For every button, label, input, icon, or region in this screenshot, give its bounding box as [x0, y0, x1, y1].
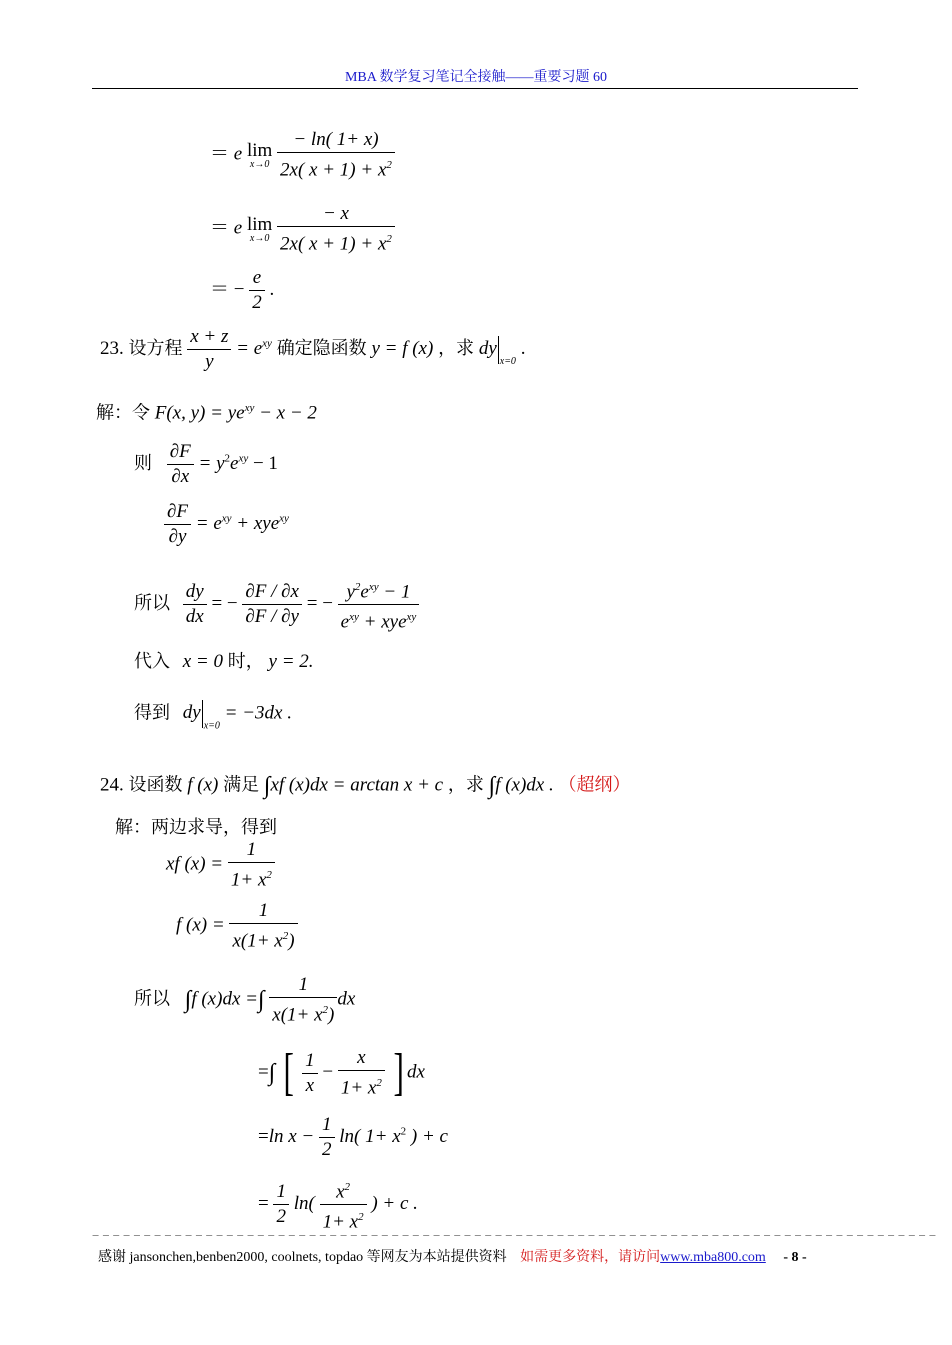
exponent: 2	[376, 1077, 382, 1089]
rhs: e	[230, 452, 239, 474]
footer-dashed-line: −−−−−−−−−−−−−−−−−−−−−−−−−−−−−−−−−−−−−−−−−−−−−−−−−−−−−−−−−−−−−−−−−−−−−−−−−−−−−−−−−−	[92, 1228, 940, 1243]
denominator: 2	[252, 292, 262, 313]
limit-result	[210, 266, 274, 315]
rhs: = y	[198, 452, 225, 474]
right-bracket: ]	[393, 1044, 404, 1102]
fraction	[242, 580, 302, 629]
fraction	[164, 500, 191, 549]
fraction	[338, 575, 420, 635]
left-bracket: [	[283, 1044, 294, 1102]
so-label: 所以	[134, 593, 170, 615]
denominator: ∂x	[171, 466, 190, 487]
period: .	[269, 278, 275, 300]
denominator-text: 1+ x	[230, 869, 267, 891]
numerator	[338, 575, 420, 605]
denominator-text: x(1+ x	[232, 930, 283, 952]
exponent: 2	[282, 930, 289, 942]
denominator: ∂y	[168, 526, 187, 547]
exponent: 2	[344, 1181, 351, 1193]
derivative-result	[134, 575, 419, 635]
denominator: dx	[185, 606, 204, 628]
lhs: f (x) =	[176, 914, 225, 936]
equals-minus: = −	[306, 593, 333, 615]
target-integral: f (x)dx .	[495, 774, 554, 796]
exponent: xy	[406, 611, 417, 624]
fraction	[319, 1113, 335, 1162]
evaluation-bar	[202, 700, 203, 728]
question-text-2: 满足	[223, 774, 260, 796]
denominator-close: )	[328, 1004, 335, 1026]
denominator-text: 2x( x + 1) + x	[280, 159, 387, 181]
integral-sign: ∫	[268, 1060, 276, 1087]
numerator-part: y	[346, 581, 355, 603]
numerator: ∂F	[164, 500, 191, 525]
numerator: ∂F	[167, 440, 194, 465]
exponent: xy	[368, 581, 379, 593]
rhs: + xye	[231, 512, 280, 534]
minus-sign: −	[322, 1061, 334, 1083]
numerator: − x	[277, 202, 395, 227]
question-text: 设方程	[128, 337, 183, 359]
limit-step-2	[210, 202, 395, 256]
lim-subscript: x→0	[249, 232, 270, 244]
derivative-line-2	[176, 899, 298, 953]
equals-sign: =	[258, 1061, 269, 1083]
lim-label: lim	[246, 213, 273, 235]
denominator-text: 2x( x + 1) + x	[280, 233, 387, 255]
differential: dy	[478, 337, 497, 359]
question-number: 24.	[100, 774, 124, 796]
given-equation: xf (x)dx = arctan x + c	[270, 774, 444, 796]
fraction	[277, 202, 395, 256]
header-divider	[92, 88, 858, 89]
exponent: 2	[400, 1125, 407, 1138]
result-label: 得到	[134, 702, 170, 724]
out-of-scope-tag: （超纲）	[558, 774, 631, 796]
denominator	[338, 1071, 385, 1100]
denominator: y	[205, 351, 214, 372]
rhs: = e	[236, 337, 263, 359]
fraction	[228, 838, 275, 892]
fraction	[338, 1046, 385, 1100]
question-text: 设函数	[128, 774, 183, 796]
constant-e: e	[233, 217, 243, 239]
footer-more-info: 如需更多资料，请访问	[520, 1250, 661, 1265]
denominator-text: x(1+ x	[272, 1004, 323, 1026]
numerator: 1	[229, 899, 297, 924]
limit-operator	[247, 141, 272, 170]
numerator: 1	[302, 1049, 318, 1074]
lhs: xf (x) =	[166, 853, 224, 875]
solution-label: 解：两边求导，得到	[115, 817, 277, 838]
exponent: 2	[266, 869, 272, 881]
numerator: − ln( 1+ x)	[277, 128, 395, 153]
fraction	[183, 580, 207, 629]
denominator	[269, 998, 337, 1027]
page-header-title: MBA 数学复习笔记全接触——重要习题 60	[344, 70, 608, 85]
numerator: 1	[273, 1180, 289, 1205]
integral-sign: ∫	[184, 987, 192, 1014]
period: .	[520, 337, 526, 359]
integral-line-1	[134, 973, 355, 1027]
when-label: 时，	[227, 651, 264, 672]
equals-sign: =	[258, 1125, 269, 1147]
footer	[98, 1246, 807, 1266]
exponent: xy	[279, 512, 289, 525]
denominator: ∂F / ∂y	[245, 606, 299, 628]
partial-fy	[164, 500, 289, 549]
numerator: e	[249, 266, 265, 291]
page-number: - 8 -	[783, 1250, 807, 1265]
exponent: xy	[349, 611, 359, 624]
fraction	[273, 1180, 289, 1229]
substitution-line	[134, 652, 314, 671]
solution-24-intro	[115, 813, 277, 839]
integral-sign: ∫	[263, 773, 271, 799]
denominator	[338, 605, 420, 634]
denominator-text: 1+ x	[340, 1077, 377, 1099]
partial-fx	[134, 440, 278, 489]
fraction	[249, 266, 265, 315]
rhs: − 1	[248, 452, 278, 474]
denominator	[229, 924, 297, 953]
denominator-close: )	[288, 930, 295, 952]
question-text-2: 确定隐函数	[276, 337, 367, 359]
evaluation-bar	[498, 336, 499, 364]
integral-sign: ∫	[257, 987, 265, 1014]
function-definition: F(x, y) = ye	[154, 402, 245, 424]
numerator-text: x	[336, 1181, 345, 1203]
limit-operator	[247, 215, 272, 244]
so-label: 所以	[134, 988, 170, 1010]
rhs: = e	[195, 512, 222, 534]
limit-step-1	[210, 128, 395, 182]
exponent: xy	[238, 452, 249, 465]
derivative-line-1	[166, 838, 275, 892]
equals-sign: =	[258, 1193, 269, 1215]
function-expr: y = f (x)	[371, 337, 434, 359]
denominator: 2	[276, 1206, 286, 1228]
equals-minus: ＝ −	[210, 278, 245, 300]
log-open: ln(	[293, 1193, 315, 1215]
numerator: 1	[228, 838, 275, 863]
exponent: xy	[262, 337, 272, 350]
denominator	[228, 863, 275, 892]
final-answer-23	[134, 700, 292, 731]
numerator-part: − 1	[378, 581, 411, 603]
dx: dx	[337, 988, 356, 1010]
fraction	[187, 325, 231, 374]
exponent: 2	[322, 1004, 329, 1016]
result-rhs: = −3dx .	[224, 702, 292, 724]
footer-thanks: 感谢 jansonchen,benben2000, coolnets, topdao 等网友为本站提供资料	[98, 1250, 507, 1265]
numerator: 1	[269, 973, 337, 998]
exponent: xy	[221, 512, 232, 525]
evaluation-condition: x=0	[499, 355, 516, 367]
equals-minus: = −	[211, 593, 238, 615]
exponent: 2	[354, 581, 361, 593]
numerator: ∂F / ∂x	[242, 580, 302, 605]
then-label: 则	[134, 452, 152, 474]
denominator-text: 1+ x	[322, 1211, 359, 1233]
solution-23-intro	[96, 403, 317, 422]
denominator: 2	[322, 1139, 332, 1160]
denominator	[277, 153, 395, 182]
integral-line-2	[258, 1046, 425, 1100]
fraction	[269, 973, 337, 1027]
constant-e: e	[233, 143, 243, 165]
log-term: ln x −	[268, 1125, 315, 1147]
exponent: 2	[386, 233, 392, 245]
fraction	[167, 440, 194, 489]
solution-label: 解：令	[96, 402, 150, 424]
substitute-label: 代入	[134, 651, 170, 672]
question-number: 23.	[100, 337, 124, 359]
denominator: x	[305, 1074, 315, 1096]
integral-final	[258, 1175, 418, 1235]
equals-sign: ＝	[210, 143, 230, 165]
numerator: 1	[319, 1113, 335, 1138]
exponent: xy	[244, 402, 255, 414]
integral-line-3	[258, 1113, 448, 1162]
substitute-x: x = 0	[182, 651, 224, 672]
fraction	[277, 128, 395, 182]
question-text-3: ，求	[447, 774, 484, 796]
question-24	[100, 774, 631, 798]
lim-label: lim	[246, 139, 273, 161]
exponent: 2	[386, 159, 392, 171]
exponent: 2	[358, 1211, 364, 1224]
evaluation-condition: x=0	[203, 720, 220, 732]
constant-term: ) + c	[406, 1125, 448, 1147]
fraction	[320, 1175, 367, 1235]
log-close: ) + c .	[371, 1193, 418, 1215]
lim-subscript: x→0	[249, 158, 270, 170]
exponent: 2	[224, 452, 231, 465]
dx: dx	[406, 1061, 425, 1083]
integral-sign: ∫	[488, 773, 496, 799]
fraction	[229, 899, 297, 953]
question-23	[100, 325, 525, 374]
numerator: dy	[183, 580, 207, 605]
denominator	[277, 227, 395, 256]
function-name: f (x)	[187, 774, 219, 796]
numerator-part: e	[360, 581, 369, 603]
footer-website-link[interactable]: www.mba800.com	[660, 1250, 766, 1265]
numerator: x + z	[187, 325, 231, 350]
numerator: x	[338, 1046, 385, 1071]
fraction	[302, 1049, 318, 1098]
log-term-2: ln( 1+ x	[339, 1125, 401, 1147]
question-text-3: ，求	[438, 337, 475, 359]
substitute-y: y = 2.	[268, 651, 314, 672]
equals-sign: ＝	[210, 217, 230, 239]
function-definition-tail: − x − 2	[254, 402, 317, 424]
lhs: f (x)dx =	[191, 988, 258, 1010]
differential: dy	[182, 702, 201, 724]
numerator	[320, 1175, 367, 1205]
denominator-part: + xye	[358, 611, 407, 633]
denominator-part: e	[340, 611, 350, 633]
